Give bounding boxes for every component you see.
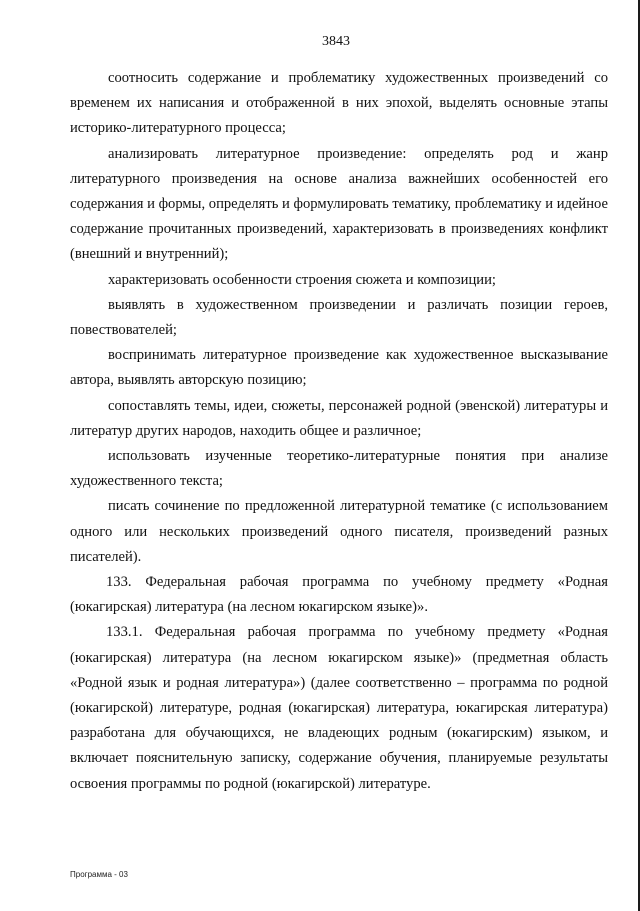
paragraph-8: писать сочинение по предложенной литературной тематике (с использованием одного или нескольких произведений одного писателя, произведений разных писателей). bbox=[70, 498, 608, 565]
paragraph-4: выявлять в художественном произведении и различать позиции героев, повествователей; bbox=[70, 296, 608, 339]
paragraph-6: сопоставлять темы, идеи, сюжеты, персонажей родной (эвенской) литературы и литератур других народов, находить общее и различное; bbox=[70, 397, 608, 439]
paragraph-133-1: 133.1. Федеральная рабочая программа по учебному предмету «Родная (юкагирская) литература (на лесном юкагирском языке)» (предметная область «Родной язык и родная литература») (далее соответственно – программа по родной (юкагирской) литературе, родная (юкагирская) литература, юкагирская литература) разработана для обучающихся, не владеющих родным (юкагирским) языком, и включает пояснительную записку, содержание обучения, планируемые результаты освоения программы по родной (юкагирской) литературе. bbox=[70, 624, 608, 792]
page-number: 3843 bbox=[322, 34, 350, 49]
paragraph-2: анализировать литературное произведение: определять род и жанр литературного произведения на основе анализа важнейших особенностей его содержания и формы, определять и формулировать тематику, проблематику и идейное содержание прочитанных произведений, характеризовать в произведениях конфликт (внешний и внутренний); bbox=[70, 145, 608, 263]
footer-label: Программа - 03 bbox=[70, 870, 128, 879]
paragraph-5: воспринимать литературное произведение как художественное высказывание автора, выявлять авторскую позицию; bbox=[70, 347, 608, 389]
paragraph-7: использовать изученные теоретико-литературные понятия при анализе художественного текста; bbox=[70, 448, 608, 490]
paragraph-3: характеризовать особенности строения сюжета и композиции; bbox=[108, 271, 496, 288]
section-heading-133: 133. Федеральная рабочая программа по учебному предмету «Родная (юкагирская) литература (на лесном юкагирском языке)». bbox=[70, 574, 608, 616]
document-body bbox=[70, 66, 608, 797]
paragraph-1: соотносить содержание и проблематику художественных произведений со временем их написания и отображенной в них эпохой, выделять основные этапы историко-литературного процесса; bbox=[70, 70, 608, 137]
